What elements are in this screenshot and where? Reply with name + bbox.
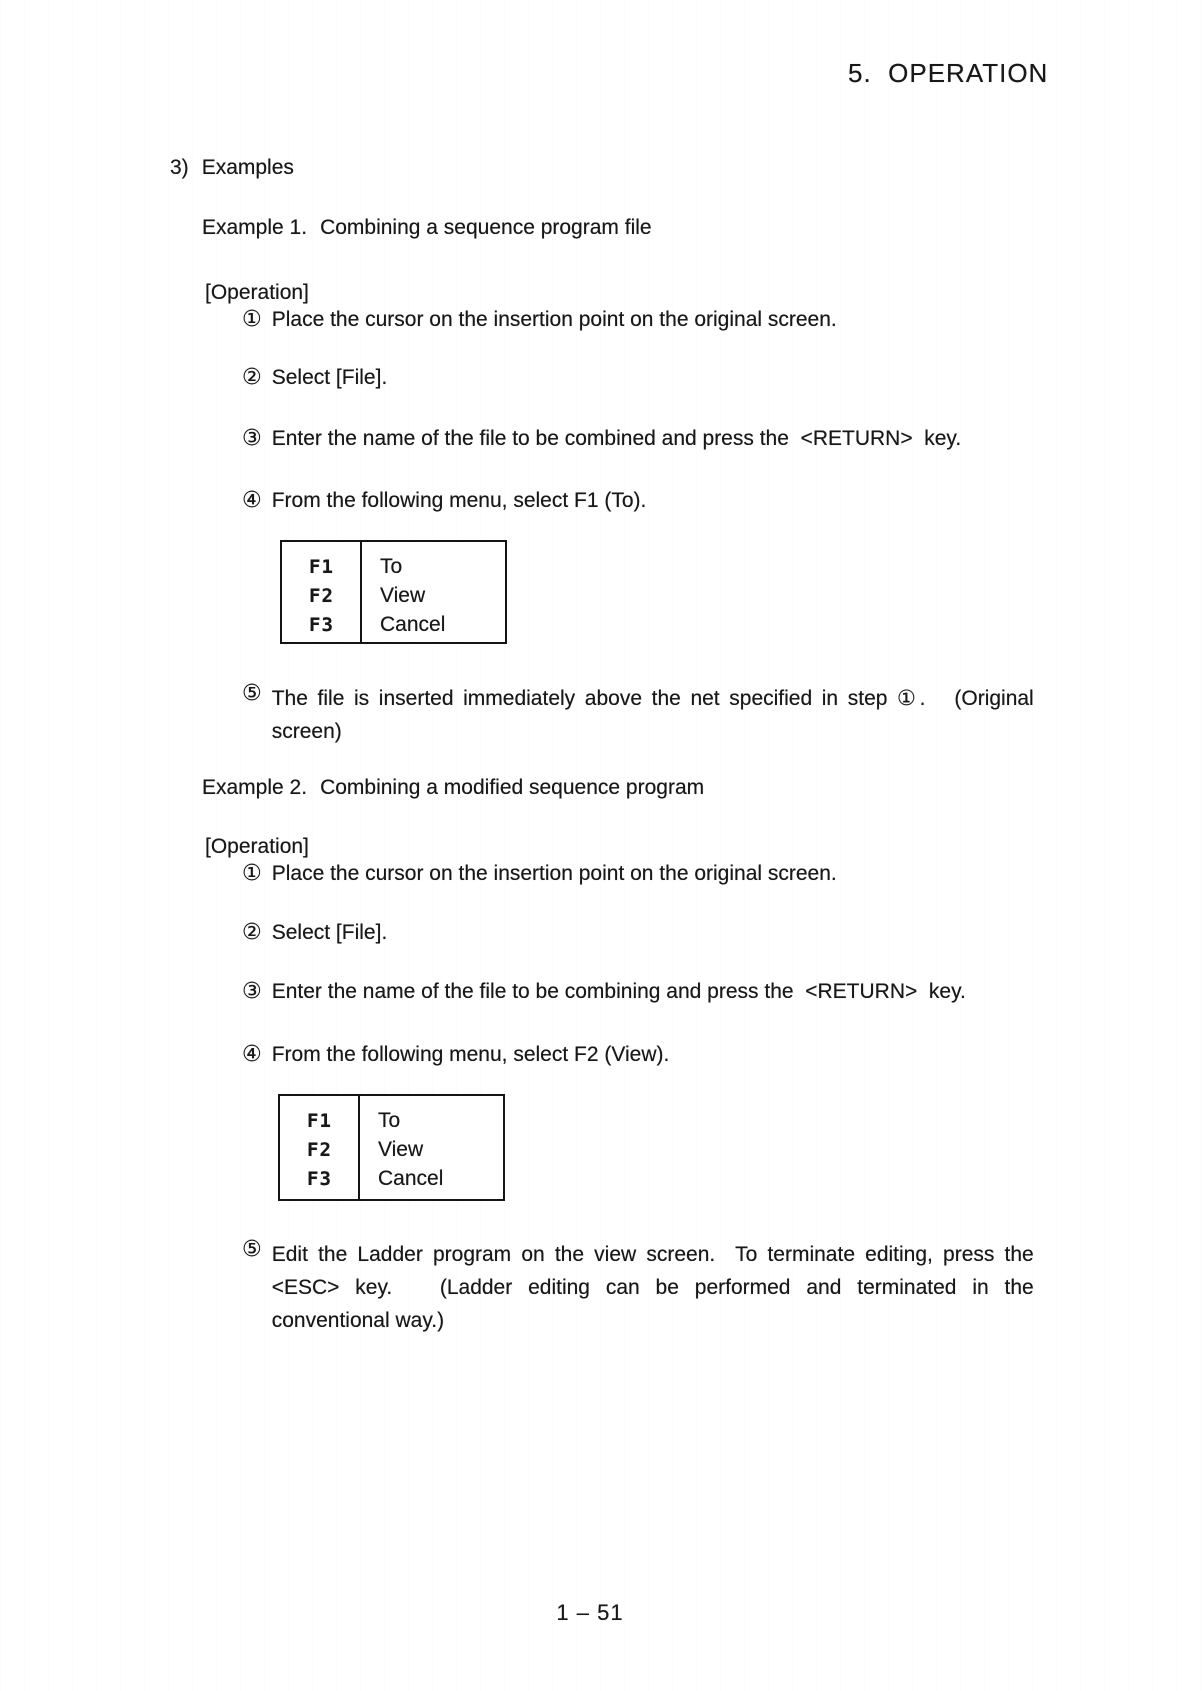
menu-label: To [380,554,403,578]
menu-key-f3: F3 [307,1167,332,1190]
example2-step3 [242,980,966,1004]
step-number-icon: ② [242,365,262,390]
example2-step1 [242,862,837,886]
step-text: Enter the name of the file to be combining and press the <RETURN> key. [271,980,966,1003]
menu-label: Cancel [380,612,446,636]
step-number-icon: ③ [242,426,262,451]
example1-title: Combining a sequence program file [320,216,652,239]
example1-step2 [242,366,387,390]
menu-label: View [378,1137,424,1161]
example2-heading [202,776,704,800]
step-text: Select [File]. [271,366,388,389]
example2-label: Example 2. [202,776,308,799]
step-text: From the following menu, select F1 (To). [271,489,647,512]
menu-row [282,581,505,610]
section-heading [170,156,294,180]
chapter-heading: 5. OPERATION [848,58,1049,88]
function-key-menu-1 [280,540,507,644]
menu-row [280,1164,503,1193]
menu-key-f1: F1 [307,1109,332,1132]
step-number-icon: ④ [242,1042,262,1067]
example1-step3 [242,427,961,451]
step-text: From the following menu, select F2 (View). [271,1043,670,1066]
step-text: Place the cursor on the insertion point on the original screen. [271,308,837,331]
example1-step1 [242,308,837,332]
menu-key-f3: F3 [309,613,334,636]
step-number-icon: ⑤ [242,1237,262,1262]
example2-operation-label: [Operation] [205,835,309,858]
example1-label: Example 1. [202,216,308,239]
step-number-icon: ① [242,861,262,886]
menu-label: View [380,583,426,607]
function-key-menu-2 [278,1094,505,1201]
step-number-icon: ③ [242,979,262,1004]
menu-key-f2: F2 [307,1138,332,1161]
menu-row [282,552,505,581]
menu-row [280,1135,503,1164]
menu-key-f1: F1 [309,555,334,578]
section-label: 3) [170,156,189,179]
menu-label: Cancel [378,1166,444,1190]
section-title: Examples [201,156,294,179]
example1-step4 [242,489,646,513]
example2-step4 [242,1043,669,1067]
example2-step2 [242,921,387,945]
step-number-icon: ② [242,920,262,945]
example2-title: Combining a modified sequence program [320,776,705,799]
example1-step5 [242,681,1040,748]
step-text: Edit the Ladder program on the view screen. To terminate editing, press the <ESC> key. (Ladder editing can be performed and terminated in the conventional way.) [271,1243,1040,1332]
step-number-icon: ⑤ [242,681,262,706]
step-text: Select [File]. [271,921,388,944]
step-number-icon: ① [242,307,262,332]
page-number: 1 – 51 [556,1600,624,1625]
example1-operation-label: [Operation] [205,281,309,304]
step-text: Enter the name of the file to be combined and press the <RETURN> key. [271,427,962,450]
step-number-icon: ④ [242,488,262,513]
example1-heading [202,216,652,240]
menu-row [280,1106,503,1135]
step-text: The file is inserted immediately above the net specified in step ①. (Original screen) [271,687,1040,743]
menu-key-f2: F2 [309,584,334,607]
example2-step5 [242,1237,1040,1337]
menu-row [282,610,505,639]
menu-label: To [378,1108,401,1132]
step-text: Place the cursor on the insertion point on the original screen. [271,862,837,885]
